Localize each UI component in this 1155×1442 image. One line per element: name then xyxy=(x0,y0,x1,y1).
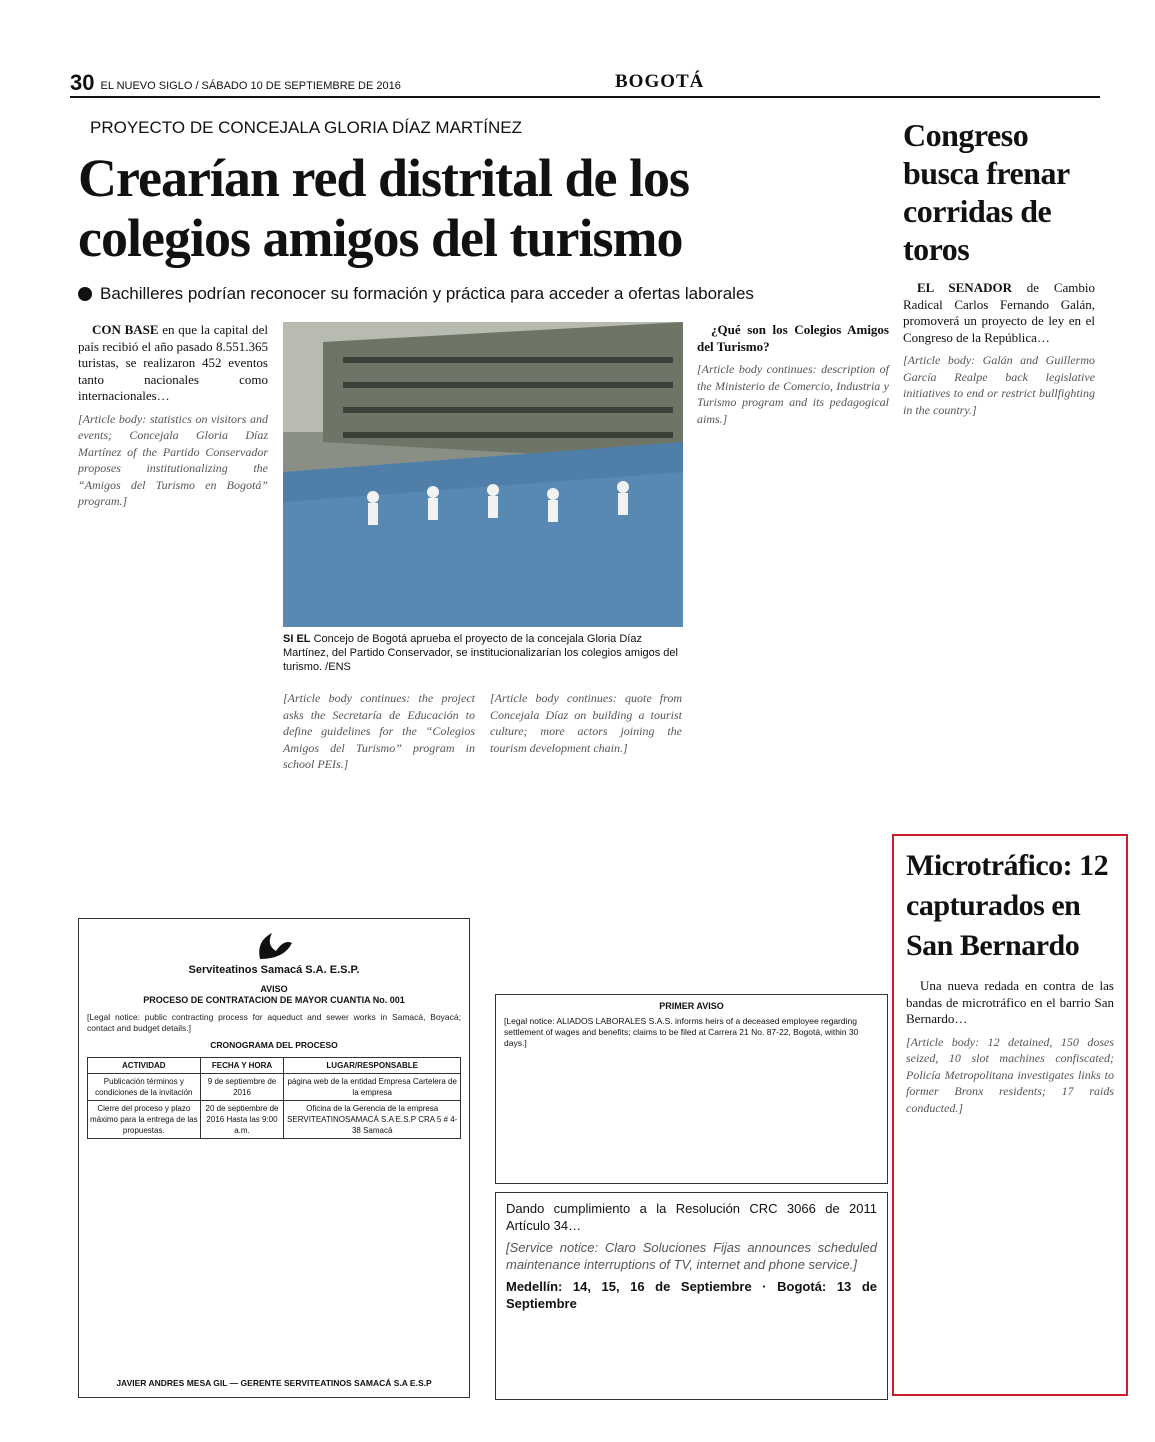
claro-dates: Medellín: 14, 15, 16 de Septiembre · Bogotá: 13 de Septiembre xyxy=(506,1279,878,1311)
story-column-1 xyxy=(78,322,268,516)
paper-info: EL NUEVO SIGLO / SÁBADO 10 DE SEPTIEMBRE DE 2016 xyxy=(100,80,401,92)
photo-caption xyxy=(283,632,683,674)
page-number: 30 xyxy=(70,70,95,95)
sidebar-top-body: EL SENADOR de Cambio Radical Carlos Fernando Galán, promoverá un proyecto de ley en el Congreso de la República… [Article body: Galán and Guillermo García Realpe back legislative initiatives to end or restrict bullfighting in the country.] xyxy=(903,280,1096,417)
lead-words: CON BASE xyxy=(92,322,159,337)
story-column-2 xyxy=(283,690,475,779)
story-column-4 xyxy=(697,322,889,433)
serviteatinos-logo xyxy=(87,929,461,976)
story-kicker: PROYECTO DE CONCEJALA GLORIA DÍAZ MARTÍNEZ xyxy=(90,118,523,137)
col2-note: [Article body continues: the project asks the Secretaría de Educación to define guidelines for the “Colegios Amigos del Turismo” program in school PEIs.] xyxy=(283,691,475,771)
story-photo xyxy=(283,322,683,627)
ad-signature: JAVIER ANDRES MESA GIL — GERENTE SERVITEATINOS SAMACÁ S.A E.S.P xyxy=(116,1378,432,1388)
col4-opening: ¿Qué son los Colegios Amigos del Turismo? xyxy=(697,322,889,354)
caption-lead: SI EL xyxy=(283,633,311,645)
ad-title: AVISO PROCESO DE CONTRATACION DE MAYOR CUANTIA No. 001 xyxy=(143,984,405,1005)
notice-title: PRIMER AVISO xyxy=(659,1001,724,1011)
subhead-text: Bachilleres podrían reconocer su formación y práctica para acceder a ofertas laborales xyxy=(100,284,754,303)
bullet-icon xyxy=(78,287,92,301)
col1-opening: en que la capital del país recibió el año pasado 8.551.365 turistas, se realizaron 452 eventos tanto nacionales como internacionales… xyxy=(78,322,268,403)
section-title: BOGOTÁ xyxy=(615,71,705,92)
table-row: Cierre del proceso y plazo máximo para la entrega de las propuestas. 20 de septiembre de 2016 Hasta las 9:00 a.m. Oficina de la Gerencia de la empresa SERVITEATINOSAMACÁ S.A E.S.P CRA 5 # 4-38 Samacá xyxy=(88,1101,461,1139)
claro-notice xyxy=(495,1192,888,1400)
sidebar-top-headline: Congreso busca frenar corridas de toros xyxy=(903,117,1070,267)
primer-aviso-notice xyxy=(495,994,888,1184)
story-headline: Crearían red distrital de los colegios amigos del turismo xyxy=(78,148,689,268)
story-subhead xyxy=(78,284,868,304)
col1-note: [Article body: statistics on visitors and events; Concejala Gloria Díaz Martínez of the Partido Conservador proposes institutionalizing the “Amigos del Turismo en Bogotá” program.] xyxy=(78,411,268,508)
story-column-3 xyxy=(490,690,682,762)
sidebar-bullfighting-story xyxy=(903,116,1095,424)
sidebar-bottom-body: Una nueva redada en contra de las bandas de microtráfico en el barrio San Bernardo… [Article body: 12 detained, 150 doses seized, 10 slot machines confiscated; Policía Metropolitana investigates links to former Bronx residents; 17 raids conducted.] xyxy=(906,978,1114,1115)
notice-body: [Legal notice: ALIADOS LABORALES S.A.S. informs heirs of a deceased employee regarding settlement of wages and benefits; claims to be filed at Carrera 21 No. 87-22, Bogotá, within 30 days.] xyxy=(504,1016,859,1048)
schedule-table: ACTIVIDAD FECHA Y HORA LUGAR/RESPONSABLE Publicación términos y condiciones de la invitación 9 de septiembre de 2016 página web de la entidad Empresa Cartelera de la empresa Cierre del proceso y plazo máximo para la entrega de las propuestas. 20 de septiembre de 2016 Hasta las 9:00 a.m. Oficina de la Gerencia de la empresa SERVITEATINOSAMACÁ S.A E.S.P CRA 5 # 4-38 Samacá xyxy=(87,1057,461,1139)
schedule-title: CRONOGRAMA DEL PROCESO xyxy=(210,1040,338,1050)
logo-name: Serviteatinos Samacá S.A. E.S.P. xyxy=(188,964,360,976)
schoolyard-image xyxy=(283,322,683,627)
claro-opening: Dando cumplimiento a la Resolución CRC 3066 de 2011 Artículo 34… xyxy=(506,1201,877,1233)
caption-text: Concejo de Bogotá aprueba el proyecto de la concejala Gloria Díaz Martínez, del Partido Conservador, se institucionalizarían los colegios amigos del turismo. /ENS xyxy=(283,633,678,673)
sidebar-microtrafico-story xyxy=(892,834,1128,1396)
sidebar-bottom-headline: Microtráfico: 12 capturados en San Bernardo xyxy=(906,849,1109,962)
logo-icon xyxy=(254,929,294,963)
serviteatinos-ad xyxy=(78,918,470,1398)
claro-body: [Service notice: Claro Soluciones Fijas announces scheduled maintenance interruptions of TV, internet and phone service.] xyxy=(506,1240,877,1272)
col4-note: [Article body continues: description of the Ministerio de Comercio, Industria y Turismo program and its pedagogical aims.] xyxy=(697,362,889,426)
table-row: Publicación términos y condiciones de la invitación 9 de septiembre de 2016 página web de la entidad Empresa Cartelera de la empresa xyxy=(88,1074,461,1101)
col3-note: [Article body continues: quote from Concejala Díaz on building a tourist culture; more actors joining the tourism development chain.] xyxy=(490,691,682,755)
ad-body: [Legal notice: public contracting process for aqueduct and sewer works in Samacá, Boyacá; contact and budget details.] xyxy=(87,1012,461,1033)
masthead xyxy=(70,70,1100,98)
